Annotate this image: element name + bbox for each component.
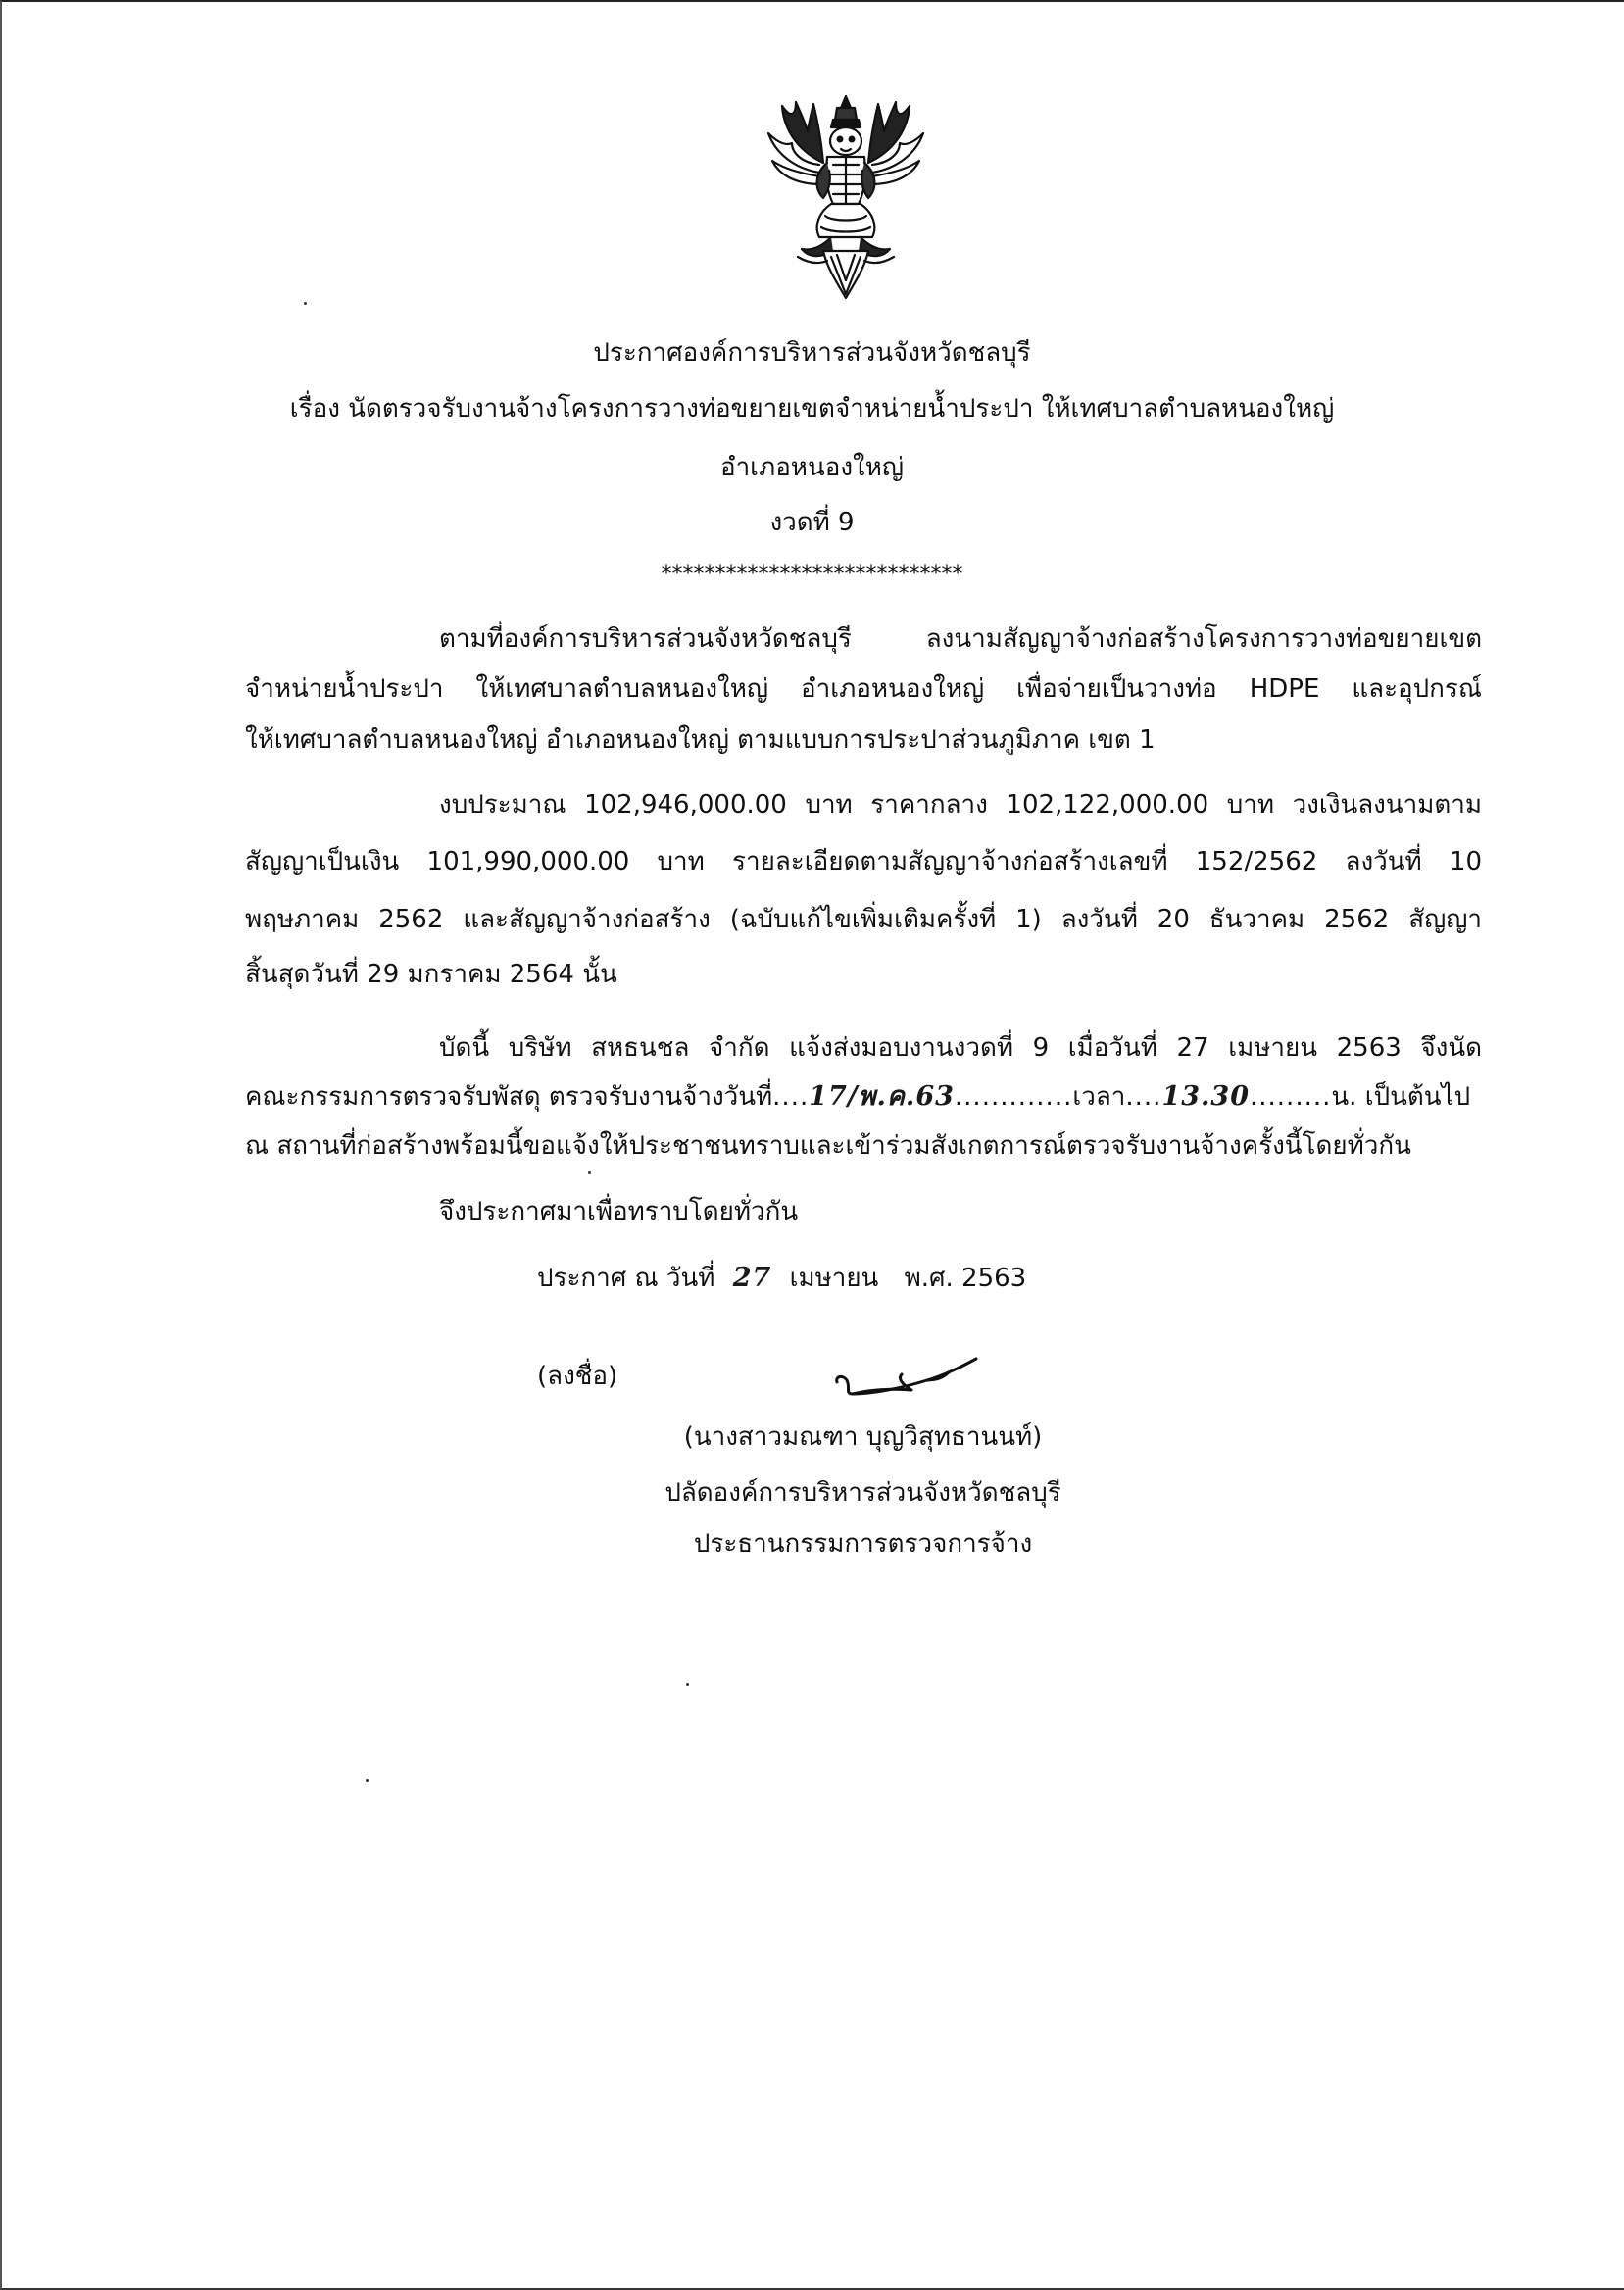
paragraph-1-line-2: จำหน่ายน้ำประปา ให้เทศบาลตำบลหนองใหญ่ อำเภอหนองใหญ่ เพื่อจ่ายเป็นวางท่อ HDPE และอุปกรณ์ — [245, 674, 1482, 704]
signer-role: ประธานกรรมการตรวจการจ้าง — [693, 1529, 1033, 1559]
paragraph-1-line-1: ตามที่องค์การบริหารส่วนจังหวัดชลบุรี ลงนามสัญญาจ้างก่อสร้างโครงการวางท่อขยายเขต — [439, 624, 1482, 654]
announcement-date — [537, 1261, 1026, 1296]
paragraph-2-line-3: พฤษภาคม 2562 และสัญญาจ้างก่อสร้าง (ฉบับแก้ไขเพิ่มเติมครั้งที่ 1) ลงวันที่ 20 ธันวาคม 2562 สัญญา — [245, 905, 1482, 934]
installment-number: งวดที่ 9 — [769, 508, 855, 537]
handwritten-inspection-date: 17/พ.ค.63 — [809, 1081, 955, 1112]
scan-speck — [686, 1683, 689, 1686]
paragraph-2-line-2: สัญญาเป็นเงิน 101,990,000.00 บาท รายละเอียดตามสัญญาจ้างก่อสร้างเลขที่ 152/2562 ลงวันที่ 10 — [245, 847, 1482, 876]
paragraph-3-line-3: ณ สถานที่ก่อสร้างพร้อมนี้ขอแจ้งให้ประชาชนทราบและเข้าร่วมสังเกตการณ์ตรวจรับงานจ้างครั้งนี้โดยทั่วกัน — [245, 1131, 1411, 1161]
garuda-emblem-icon — [763, 94, 929, 302]
scan-speck — [304, 302, 307, 305]
signer-name: (นางสาวมณฑา บุญวิสุทธานนท์) — [683, 1422, 1043, 1452]
announcement-month: เมษายน — [789, 1264, 879, 1293]
paragraph-3-line-1: บัดนี้ บริษัท สหธนชล จำกัด แจ้งส่งมอบงานงวดที่ 9 เมื่อวันที่ 27 เมษายน 2563 จึงนัด — [439, 1033, 1482, 1063]
subject-line-1: เรื่อง นัดตรวจรับงานจ้างโครงการวางท่อขยายเขตจำหน่ายน้ำประปา ให้เทศบาลตำบลหนองใหญ่ — [289, 394, 1335, 423]
signer-position: ปลัดองค์การบริหารส่วนจังหวัดชลบุรี — [664, 1478, 1061, 1508]
document-title: ประกาศองค์การบริหารส่วนจังหวัดชลบุรี — [593, 338, 1031, 368]
scan-speck — [366, 1779, 369, 1782]
time-suffix: น. เป็นต้นไป — [1331, 1082, 1471, 1112]
separator-line: **************************** — [661, 562, 963, 586]
paragraph-3-line-2: คณะกรรมการตรวจรับพัสดุ ตรวจรับงานจ้างวันที่....17/พ.ค.63.............เวลา....13.30.........น. เป็นต้นไป — [245, 1081, 1471, 1112]
paragraph-2-line-1: งบประมาณ 102,946,000.00 บาท ราคากลาง 102,122,000.00 บาท วงเงินลงนามตาม — [439, 790, 1482, 820]
subject-line-2: อำเภอหนองใหญ่ — [719, 453, 905, 482]
paragraph-4: จึงประกาศมาเพื่อทราบโดยทั่วกัน — [439, 1197, 799, 1226]
inspection-date-prefix: คณะกรรมการตรวจรับพัสดุ ตรวจรับงานจ้างวันที่ — [245, 1082, 773, 1112]
announcement-year: พ.ศ. 2563 — [904, 1264, 1027, 1293]
paragraph-1-line-3: ให้เทศบาลตำบลหนองใหญ่ อำเภอหนองใหญ่ ตามแบบการประปาส่วนภูมิภาค เขต 1 — [245, 725, 1156, 755]
time-label: เวลา — [1072, 1082, 1126, 1112]
handwritten-day: 27 — [732, 1263, 772, 1293]
announcement-prefix: ประกาศ ณ วันที่ — [537, 1264, 715, 1293]
handwritten-inspection-time: 13.30 — [1161, 1081, 1250, 1112]
paragraph-2-line-4: สิ้นสุดวันที่ 29 มกราคม 2564 นั้น — [245, 960, 617, 989]
scan-speck — [588, 1171, 591, 1174]
signature-label: (ลงชื่อ) — [537, 1362, 618, 1391]
handwritten-signature — [833, 1355, 980, 1404]
